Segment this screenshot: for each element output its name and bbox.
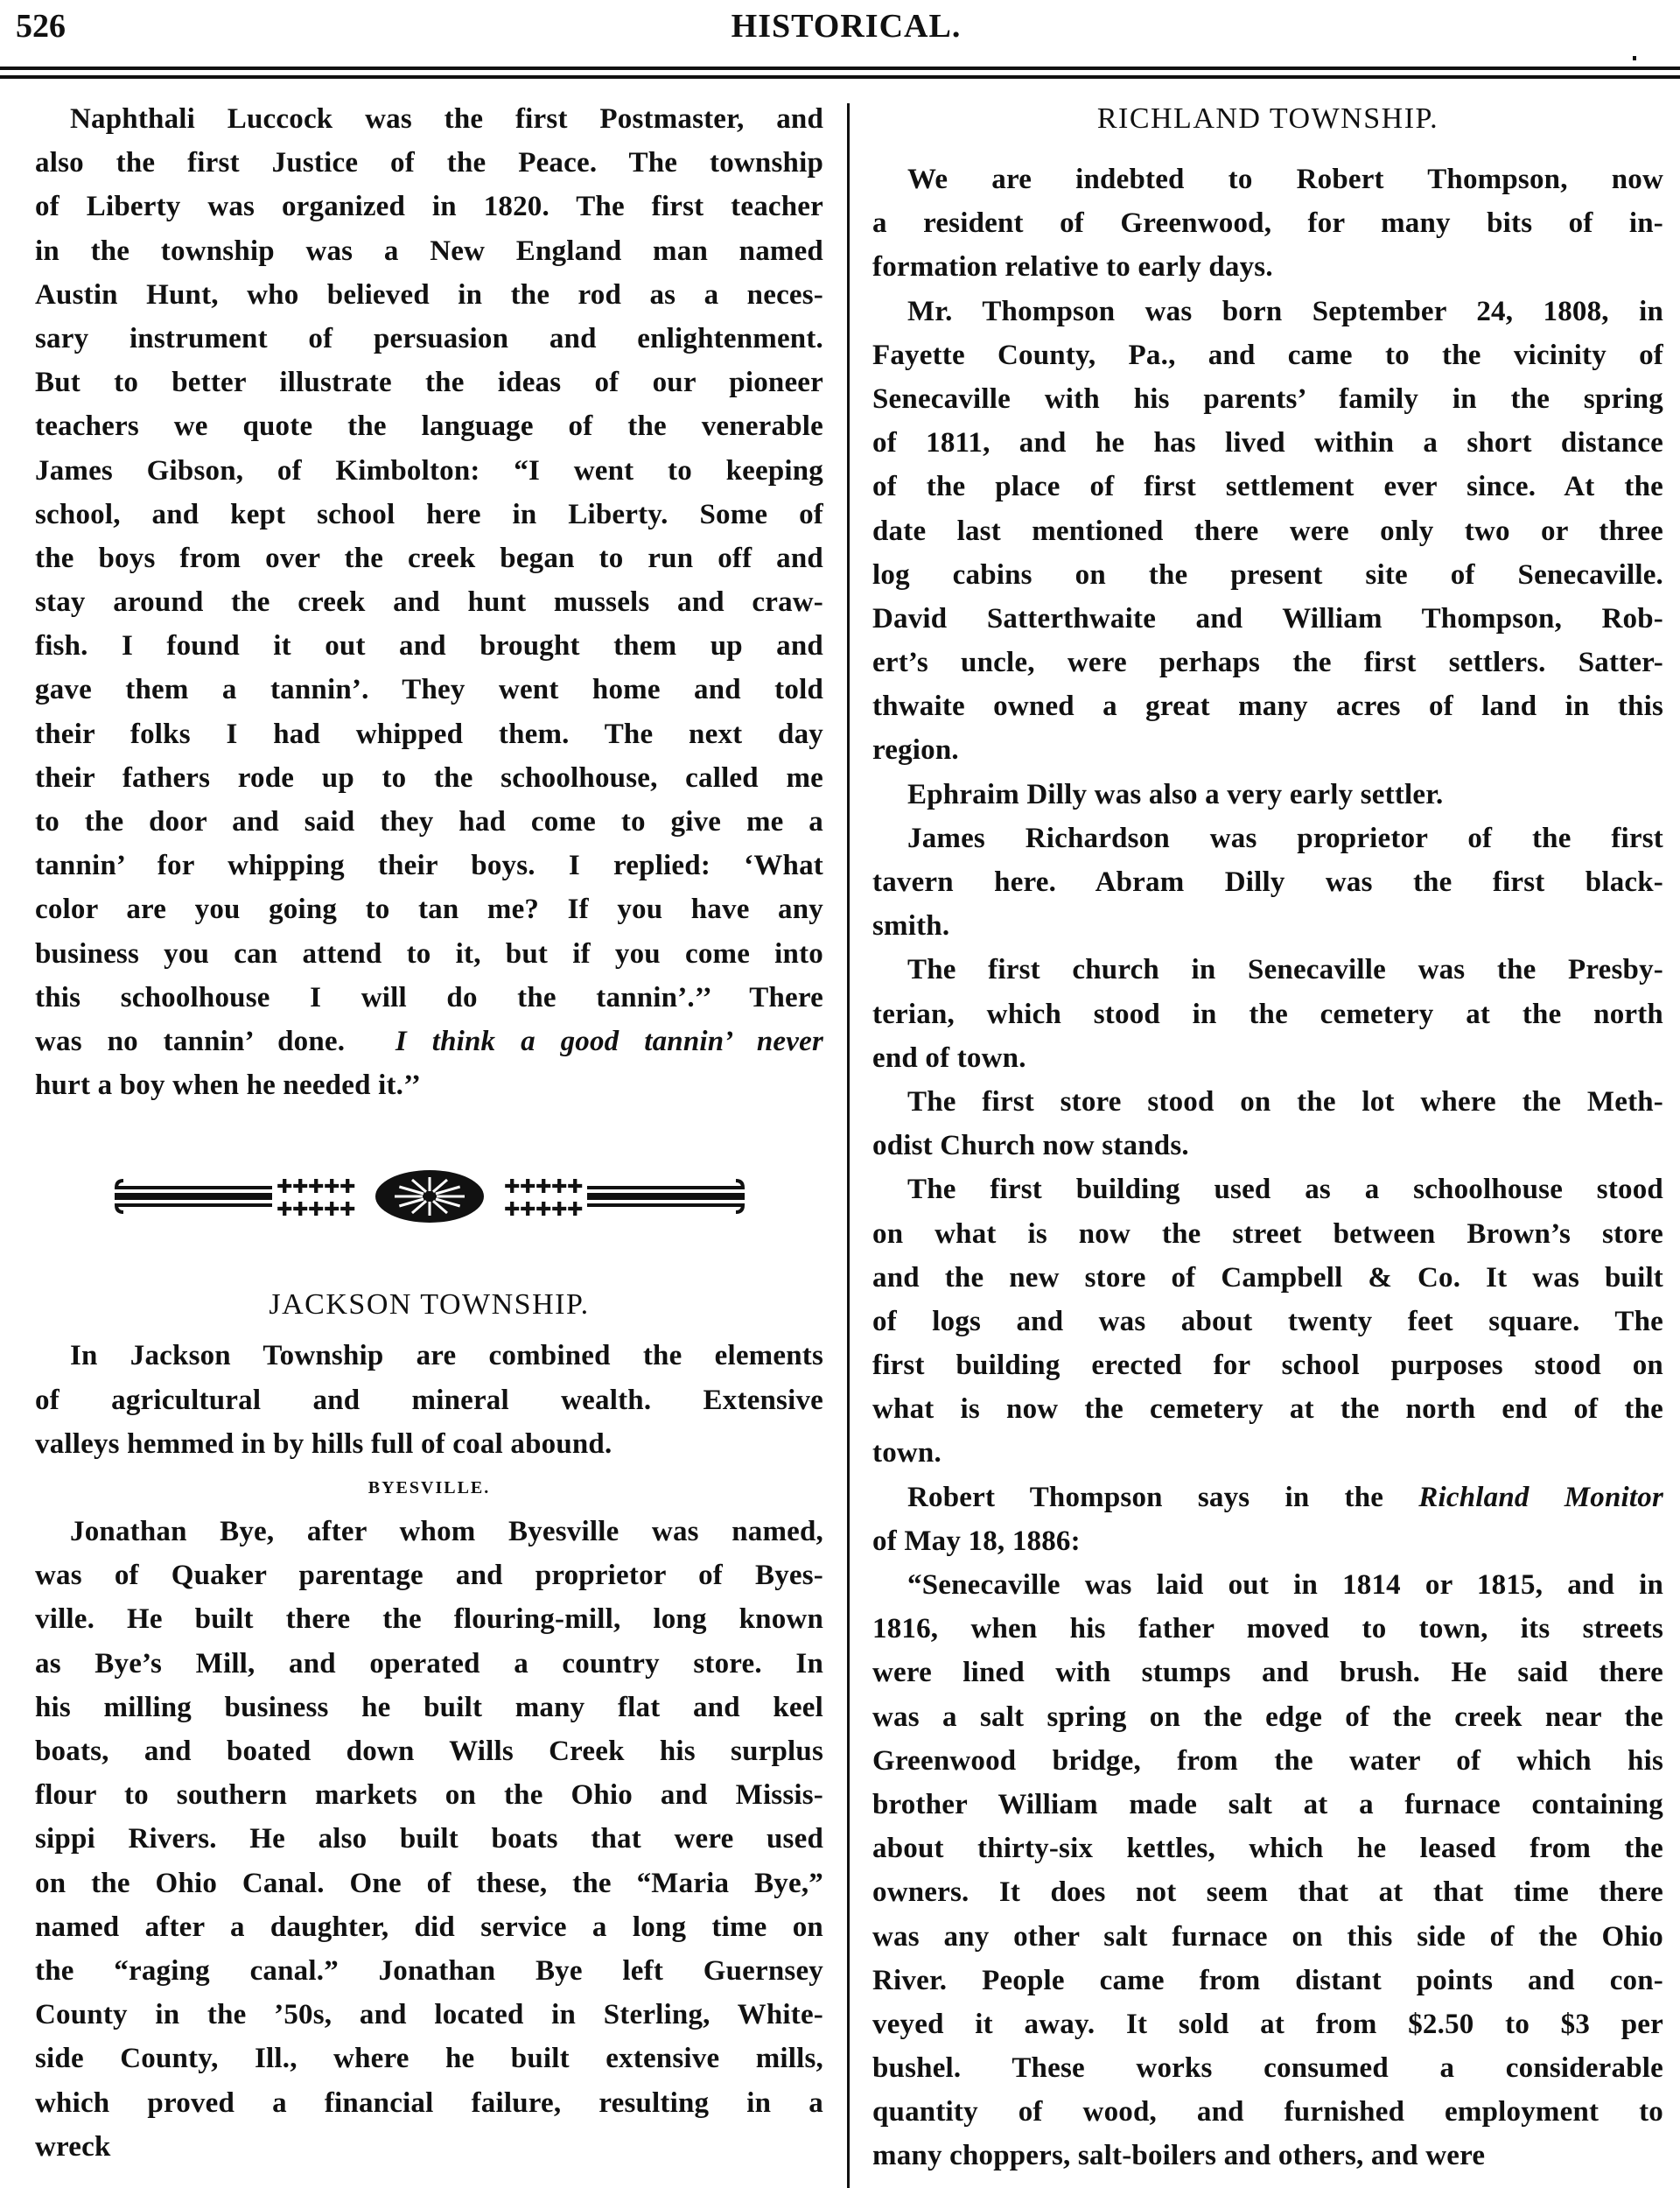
svg-text:✚: ✚ <box>276 1197 292 1220</box>
svg-text:✚: ✚ <box>535 1197 551 1220</box>
text-line: River. People came from distant points and con- <box>872 1964 1663 1996</box>
text-line: sippi Rivers. He also built boats that were used <box>35 1823 823 1855</box>
paragraph <box>872 948 1663 1080</box>
text-line: to the door and said they had come to give me a <box>35 806 823 838</box>
print-speck <box>1633 56 1636 60</box>
text-line: ville. He built there the flouring-mill, long known <box>35 1603 823 1636</box>
paragraph <box>872 1168 1663 1475</box>
paragraph <box>872 773 1663 817</box>
text-line: wreck <box>35 2130 111 2163</box>
text-line: business you can attend to it, but if you come into <box>35 937 823 970</box>
text-line: ert’s uncle, were perhaps the first settlers. Satter- <box>872 647 1663 679</box>
text-line: James Gibson, of Kimbolton: “I went to keeping <box>35 454 823 487</box>
right-column <box>872 97 1663 2178</box>
text-line: their fathers rode up to the schoolhouse, called me <box>35 761 823 794</box>
text-line: Austin Hunt, who believed in the rod as a neces- <box>35 278 823 311</box>
paragraph <box>35 97 823 1107</box>
svg-text:✚: ✚ <box>519 1175 536 1197</box>
text-line: and the new store of Campbell & Co. It was built <box>872 1261 1663 1294</box>
text-span: Robert Thompson says in the <box>907 1481 1419 1513</box>
text-line: what is now the cemetery at the north end of the <box>872 1393 1663 1426</box>
text-line: color are you going to tan me? If you have any <box>35 894 823 926</box>
header-rule-bottom <box>0 75 1680 79</box>
svg-text:✚: ✚ <box>307 1197 324 1220</box>
svg-text:✚: ✚ <box>323 1197 340 1220</box>
text-line: on the Ohio Canal. One of these, the “Maria Bye,” <box>35 1867 823 1899</box>
text-line: teachers we quote the language of the venerable <box>35 410 823 443</box>
text-line: the “raging canal.” Jonathan Bye left Guernsey <box>35 1954 823 1987</box>
text-line: We are indebted to Robert Thompson, now <box>907 164 1663 195</box>
text-line: side County, Ill., where he built extensive mills, <box>35 2043 823 2075</box>
left-column <box>35 97 823 2169</box>
text-line: boats, and boated down Wills Creek his surplus <box>35 1736 823 1767</box>
text-line: of logs and was about twenty feet square. The <box>872 1305 1663 1337</box>
text-line: thwaite owned a great many acres of land in this <box>872 691 1663 723</box>
text-line: Jonathan Bye, after whom Byesville was named, <box>70 1516 823 1548</box>
text-line: of May 18, 1886: <box>872 1525 1081 1557</box>
text-line: was of Quaker parentage and proprietor of Byes- <box>35 1560 823 1592</box>
italic-text: I think a good tannin’ never <box>395 1025 823 1057</box>
paragraph <box>872 1080 1663 1168</box>
text-line: terian, which stood in the cemetery at the north <box>872 998 1663 1030</box>
svg-text:✚: ✚ <box>291 1197 308 1220</box>
text-line: as Bye’s Mill, and operated a country store. In <box>35 1647 823 1680</box>
text-line <box>872 1476 1663 1519</box>
svg-text:✚: ✚ <box>503 1197 520 1220</box>
svg-text:✚: ✚ <box>566 1175 583 1197</box>
text-line: hurt a boy when he needed it.’’ <box>35 1069 422 1102</box>
text-line: of agricultural and mineral wealth. Extensive <box>35 1384 823 1416</box>
text-line: this schoolhouse I will do the tannin’.’’ There <box>35 981 823 1013</box>
svg-text:✚: ✚ <box>550 1175 567 1197</box>
paragraph <box>872 158 1663 290</box>
text-line: But to better illustrate the ideas of our pioneer <box>35 367 823 399</box>
text-line: valleys hemmed in by hills full of coal abound. <box>35 1427 612 1460</box>
text-line: end of town. <box>872 1041 1026 1074</box>
text-line: was any other salt furnace on this side of the Ohio <box>872 1920 1663 1953</box>
text-line: fish. I found it out and brought them up and <box>35 630 823 663</box>
text-line: tavern here. Abram Dilly was the first black- <box>872 866 1663 898</box>
text-line: their folks I had whipped them. The next day <box>35 718 823 750</box>
text-line: Senecaville with his parents’ family in the spring <box>872 382 1663 415</box>
text-line: date last mentioned there were only two or three <box>872 515 1663 547</box>
paragraph <box>872 1476 1663 1563</box>
text-line: Greenwood bridge, from the water of which his <box>872 1744 1663 1777</box>
text-line: quantity of wood, and furnished employment to <box>872 2096 1663 2128</box>
text-line: The first building used as a schoolhouse stood <box>907 1174 1663 1206</box>
text-line: Fayette County, Pa., and came to the vicinity of <box>872 339 1663 371</box>
paragraph <box>872 817 1663 949</box>
paragraph <box>872 290 1663 773</box>
svg-text:✚: ✚ <box>323 1175 340 1197</box>
italic-text: Richland Monitor <box>1418 1481 1663 1513</box>
column-divider <box>847 103 850 2188</box>
svg-text:✚: ✚ <box>503 1175 520 1197</box>
text-line: town. <box>872 1437 942 1469</box>
text-line: stay around the creek and hunt mussels and craw- <box>35 586 823 619</box>
svg-text:✚: ✚ <box>291 1175 308 1197</box>
ornament-divider-icon <box>35 1107 823 1283</box>
text-line: “Senecaville was laid out in 1814 or 1815, and in <box>907 1569 1663 1601</box>
text-line: odist Church now stands. <box>872 1130 1189 1162</box>
svg-text:✚: ✚ <box>519 1197 536 1220</box>
text-line <box>35 1020 823 1063</box>
text-line: formation relative to early days. <box>872 251 1273 284</box>
text-line: was a salt spring on the edge of the creek near the <box>872 1701 1663 1733</box>
text-line: David Satterthwaite and William Thompson, Rob- <box>872 602 1663 635</box>
text-line: his milling business he built many flat and keel <box>35 1691 823 1723</box>
paragraph <box>35 1510 823 2169</box>
svg-text:✚: ✚ <box>339 1197 355 1220</box>
text-line: bushel. These works consumed a considerable <box>872 2052 1663 2085</box>
text-span: was no tannin’ done. <box>35 1025 396 1057</box>
text-line: Mr. Thompson was born September 24, 1808, in <box>907 295 1663 327</box>
text-line: also the first Justice of the Peace. The township <box>35 147 823 179</box>
page-number: 526 <box>16 8 66 45</box>
text-line: 1816, when his father moved to town, its streets <box>872 1613 1663 1645</box>
text-line: of 1811, and he has lived within a short distance <box>872 427 1663 459</box>
text-line: brother William made salt at a furnace containing <box>872 1788 1663 1820</box>
svg-text:✚: ✚ <box>550 1197 567 1220</box>
text-line: of the place of first settlement ever since. At the <box>872 471 1663 503</box>
paragraph <box>872 1563 1663 2178</box>
text-line: The first church in Senecaville was the Presby- <box>907 954 1663 986</box>
svg-text:✚: ✚ <box>307 1175 324 1197</box>
text-line: many choppers, salt-boilers and others, and were <box>872 2140 1486 2172</box>
text-line: log cabins on the present site of Senecaville. <box>872 558 1663 591</box>
text-line: James Richardson was proprietor of the first <box>907 822 1663 854</box>
text-line: tannin’ for whipping their boys. I replied: ‘What <box>35 850 823 882</box>
text-line: of Liberty was organized in 1820. The first teacher <box>35 191 823 223</box>
text-line: school, and kept school here in Liberty. Some of <box>35 498 823 530</box>
text-line: veyed it away. It sold at from $2.50 to $3 per <box>872 2008 1663 2040</box>
paragraph <box>35 1334 823 1466</box>
text-line: about thirty-six kettles, which he leased from the <box>872 1833 1663 1865</box>
text-line: Naphthali Luccock was the first Postmaster, and <box>70 103 823 135</box>
running-title: HISTORICAL. <box>731 8 962 45</box>
subsection-heading: BYESVILLE. <box>368 1477 491 1497</box>
svg-text:✚: ✚ <box>535 1175 551 1197</box>
text-line: owners. It does not seem that at that time there <box>872 1876 1663 1909</box>
text-line: sary instrument of persuasion and enlightenment. <box>35 322 823 354</box>
svg-text:✚: ✚ <box>276 1175 292 1197</box>
text-line: region. <box>872 734 959 767</box>
text-line: in the township was a New England man named <box>35 235 823 267</box>
text-line: first building erected for school purposes stood on <box>872 1350 1663 1382</box>
text-line: on what is now the street between Brown’s store <box>872 1217 1663 1250</box>
text-line: which proved a financial failure, resulting in a <box>35 2086 823 2119</box>
svg-text:✚: ✚ <box>339 1175 355 1197</box>
svg-text:✚: ✚ <box>566 1197 583 1220</box>
header-rule-top <box>0 67 1680 70</box>
text-line: Ephraim Dilly was also a very early settler. <box>907 778 1444 810</box>
text-line: flour to southern markets on the Ohio and Missis- <box>35 1779 823 1812</box>
text-line: named after a daughter, did service a long time on <box>35 1911 823 1943</box>
text-line: The first store stood on the lot where the Meth- <box>907 1085 1663 1118</box>
text-line: smith. <box>872 910 950 943</box>
text-line: a resident of Greenwood, for many bits of in- <box>872 207 1663 240</box>
text-line: gave them a tannin’. They went home and told <box>35 674 823 706</box>
text-line: were lined with stumps and brush. He said there <box>872 1657 1663 1689</box>
text-line: In Jackson Township are combined the elements <box>70 1340 823 1372</box>
text-line: the boys from over the creek began to run off and <box>35 542 823 574</box>
section-heading: RICHLAND TOWNSHIP. <box>1096 102 1439 135</box>
section-heading: JACKSON TOWNSHIP. <box>269 1288 590 1322</box>
text-line: County in the ’50s, and located in Sterling, White- <box>35 1999 823 2031</box>
